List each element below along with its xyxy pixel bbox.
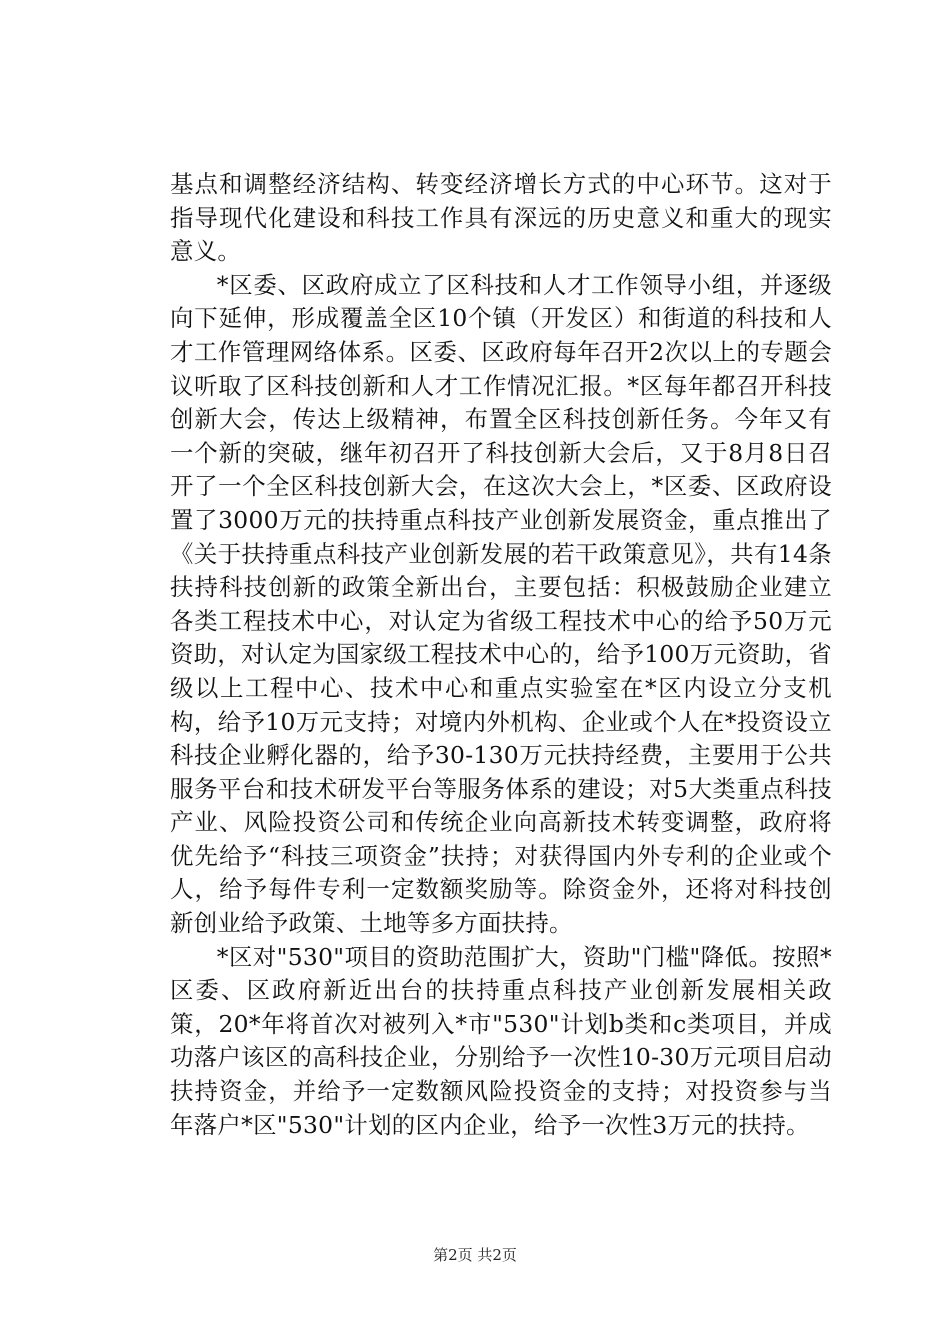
- paragraph-leadership-group: *区委、区政府成立了区科技和人才工作领导小组，并逐级向下延伸，形成覆盖全区10个镇（开发区）和街道的科技和人才工作管理网络体系。区委、区政府每年召开2次以上的专题会议听取了区科技创新和人才工作情况汇报。*区每年都召开科技创新大会，传达上级精神，布置全区科技创新任务。今年又有一个新的突破，继年初召开了科技创新大会后，又于8月8日召开了一个全区科技创新大会，在这次大会上，*区委、区政府设置了3000万元的扶持重点科技产业创新发展资金，重点推出了《关于扶持重点科技产业创新发展的若干政策意见》，共有14条扶持科技创新的政策全新出台，主要包括：积极鼓励企业建立各类工程技术中心，对认定为省级工程技术中心的给予50万元资助，对认定为国家级工程技术中心的，给予100万元资助，省级以上工程中心、技术中心和重点实验室在*区内设立分支机构，给予10万元支持；对境内外机构、企业或个人在*投资设立科技企业孵化器的，给予30-130万元扶持经费，主要用于公共服务平台和技术研发平台等服务体系的建设；对5大类重点科技产业、风险投资公司和传统企业向高新技术转变调整，政府将优先给予“科技三项资金”扶持；对获得国内外专利的企业或个人，给予每件专利一定数额奖励等。除资金外，还将对科技创新创业给予政策、土地等多方面扶持。: [170, 270, 832, 938]
- paragraph-530-project: *区对"530"项目的资助范围扩大，资助"门槛"降低。按照*区委、区政府新近出台的扶持重点科技产业创新发展相关政策，20*年将首次对被列入*市"530"计划b类和c类项目，并成功落户该区的高科技企业，分别给予一次性10-30万元项目启动扶持资金，并给予一定数额风险投资金的支持；对投资参与当年落户*区"530"计划的区内企业，给予一次性3万元的扶持。: [170, 942, 832, 1139]
- document-body: [170, 168, 832, 1142]
- paragraph-continuation: 基点和调整经济结构、转变经济增长方式的中心环节。这对于指导现代化建设和科技工作具有深远的历史意义和重大的现实意义。: [170, 170, 832, 266]
- page-footer: [0, 1245, 950, 1265]
- page-number: 第2页 共2页: [433, 1246, 517, 1264]
